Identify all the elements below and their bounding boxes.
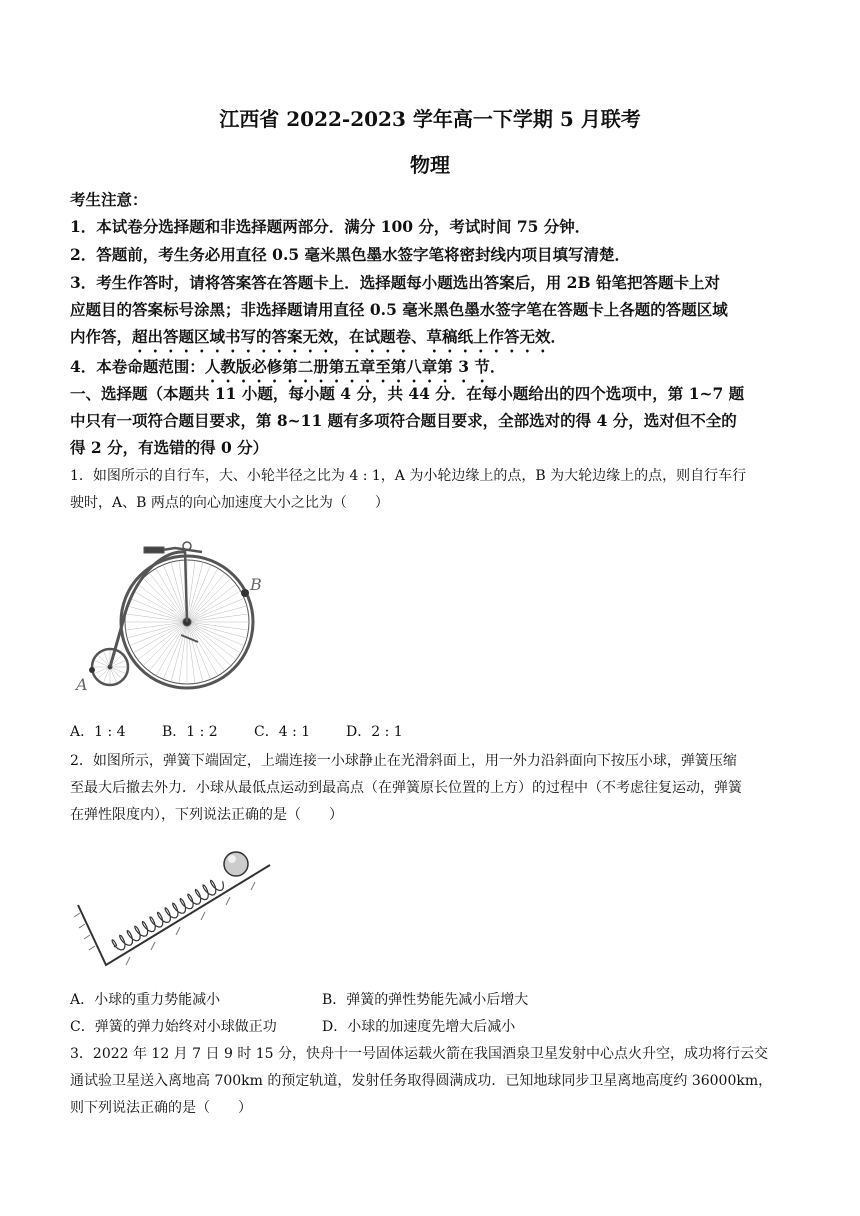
q3-stem-line-2: 通试验卫星送入离地高 700km 的预定轨道，发射任务取得圆满成功．已知地球同步卫星离地高度约 36000km， — [70, 1073, 773, 1089]
exam-title: 江西省 2022-2023 学年高一下学期 5 月联考 — [219, 107, 641, 131]
q2-options-row-2 — [70, 1016, 515, 1036]
ball — [224, 852, 248, 876]
notice-heading: 考生注意： — [70, 190, 148, 209]
q3-stem-line-1: 3．2022 年 12 月 7 日 9 时 15 分，快舟十一号固体运载火箭在我国酒泉卫星发射中心点火升空，成功将行云交 — [70, 1046, 769, 1062]
q2-option-a: A．小球的重力势能减小 — [70, 992, 221, 1008]
notice-item-1: 1．本试卷分选择题和非选择题两部分．满分 100 分，考试时间 75 分钟． — [70, 217, 591, 236]
notice-emphasis: 人教版必修第二册第五章至第八章第 3 节 — [204, 357, 490, 376]
notice-item-3: 3．考生作答时，请将答案答在答题卡上．选择题每小题选出答案后，用 2B 铅笔把答题卡上对 — [70, 273, 720, 292]
q2-stem-line-1: 2．如图所示，弹簧下端固定，上端连接一小球静止在光滑斜面上，用一外力沿斜面向下按压小球，弹簧压缩 — [70, 753, 737, 769]
q1-option-c: C．4 : 1 — [254, 724, 311, 740]
q2-stem-line-3: 在弹性限度内），下列说法正确的是（ ） — [70, 807, 343, 823]
q2-option-c: C．弹簧的弹力始终对小球做正功 — [70, 1019, 277, 1035]
notice-text: ． — [489, 357, 506, 376]
subject-title: 物理 — [410, 153, 450, 177]
point-B-marker — [241, 589, 249, 597]
q1-stem-line-1: 1．如图所示的自行车，大、小轮半径之比为 4 : 1，A 为小轮边缘上的点，B 为大轮边缘上的点，则自行车行 — [70, 468, 747, 484]
q1-option-d: D．2 : 1 — [346, 724, 403, 740]
q1-stem-line-2: 驶时，A、B 两点的向心加速度大小之比为（ ） — [70, 495, 389, 511]
notice-item-3-cont: 应题目的答案标号涂黑；非选择题请用直径 0.5 毫米黑色墨水签字笔在答题卡上各题的答题区域 — [70, 300, 728, 319]
notice-item-3-end — [70, 325, 800, 356]
q1-options — [70, 721, 403, 741]
notice-item-2: 2．答题前，考生务必用直径 0.5 毫米黑色墨水签字笔将密封线内项目填写清楚． — [70, 245, 631, 264]
notice-text: 4．本卷命题范围： — [70, 357, 205, 376]
section-heading-line-1: 一、选择题（本题共 11 小题，每小题 4 分，共 44 分．在每小题给出的四个选项中，第 1~7 题 — [70, 384, 745, 403]
q2-stem-line-2: 至最大后撤去外力．小球从最低点运动到最高点（在弹簧原长位置的上方）的过程中（不考虑往复运动，弹簧 — [70, 780, 742, 796]
point-A-marker — [89, 667, 95, 673]
notice-text: ． — [550, 327, 567, 346]
q2-option-b: B．弹簧的弹性势能先减小后增大 — [322, 992, 529, 1008]
notice-text: 内作答， — [70, 327, 133, 346]
spring-incline-figure — [70, 835, 280, 970]
section-heading-line-3: 得 2 分，有选错的得 0 分） — [70, 438, 269, 457]
q1-option-a: A．1 : 4 — [70, 724, 126, 740]
bicycle-figure — [70, 530, 270, 700]
q1-option-b: B．1 : 2 — [162, 724, 218, 740]
q2-option-d: D．小球的加速度先增大后减小 — [322, 1019, 516, 1035]
label-A: A — [76, 675, 88, 694]
q2-options-row-1 — [70, 989, 528, 1009]
q3-stem-line-3: 则下列说法正确的是（ ） — [70, 1100, 252, 1116]
notice-emphasis: 超出答题区域书写的答案无效，在试题卷、草稿纸上作答无效 — [132, 327, 551, 346]
section-heading-line-2: 中只有一项符合题目要求，第 8~11 题有多项符合题目要求，全部选对的得 4 分，选对但不全的 — [70, 411, 737, 430]
label-B: B — [250, 575, 262, 594]
